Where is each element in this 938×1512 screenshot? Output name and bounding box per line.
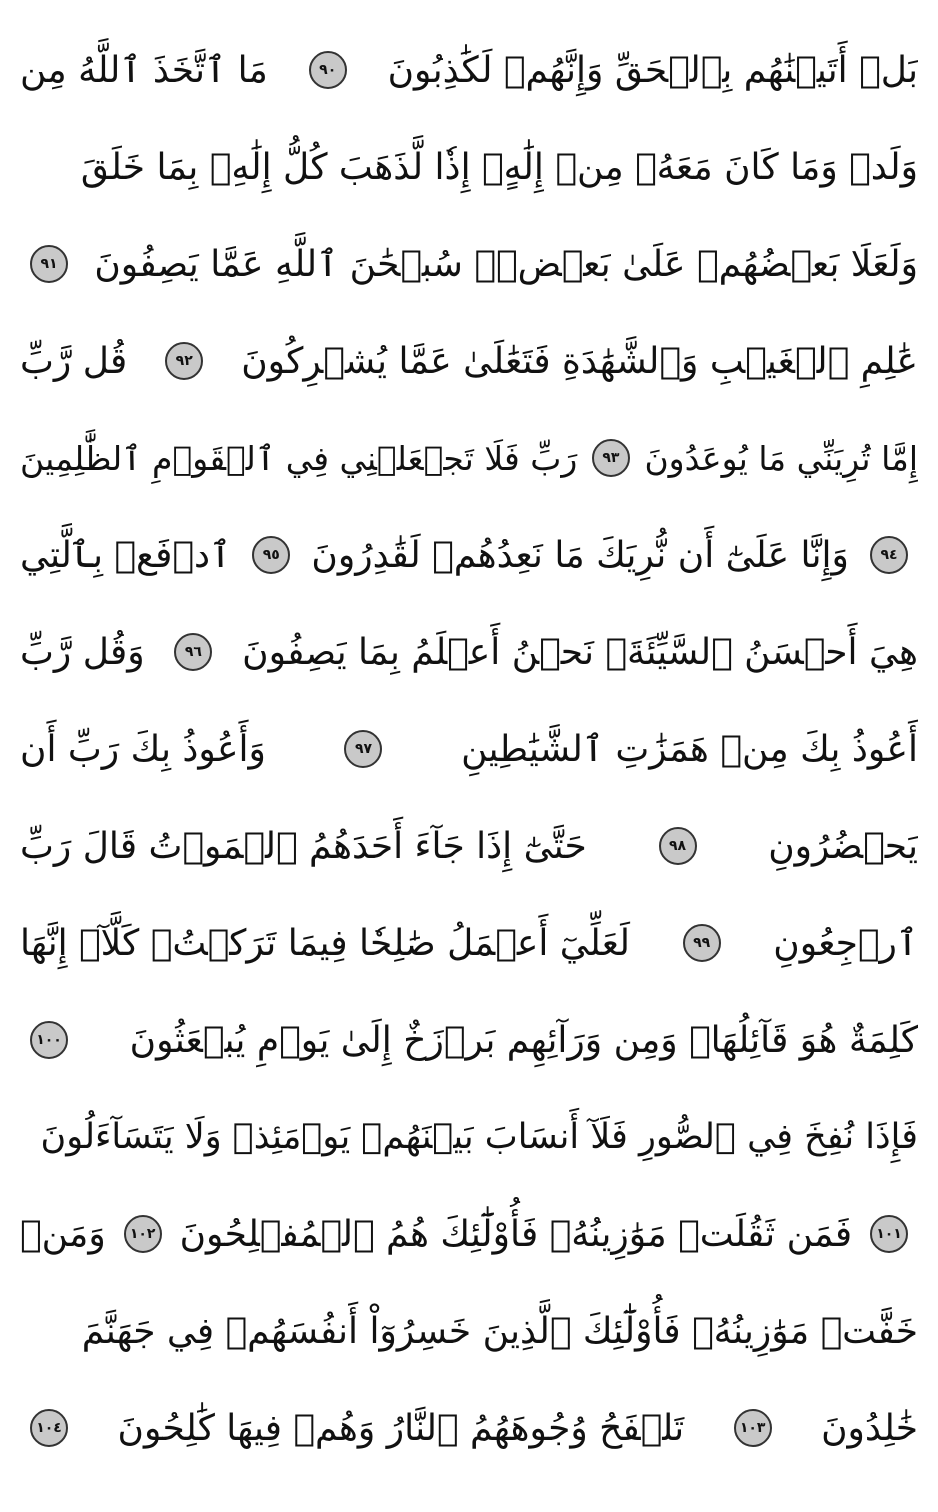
verse-number-marker: ٩٩ [683, 924, 721, 962]
verse-line-8 [20, 709, 918, 789]
verse-line-6 [20, 515, 918, 595]
verse-text: إِمَّا تُرِيَنِّي مَا يُوعَدُونَ [644, 438, 918, 478]
verse-line-12 [20, 1097, 918, 1177]
verse-number-marker: ١٠٠ [30, 1021, 68, 1059]
verse-line-10 [20, 903, 918, 983]
verse-number-marker: ٩٤ [870, 536, 908, 574]
verse-number-marker: ٩٢ [165, 342, 203, 380]
verse-text: ٱرۡجِعُونِ [773, 922, 918, 964]
verse-line-3 [20, 224, 918, 304]
verse-text: أَعُوذُ بِكَ مِنۡ هَمَزَٰتِ ٱلشَّيَٰطِينِ [461, 728, 918, 770]
verse-text: ٱدۡفَعۡ بِٱلَّتِي [20, 534, 232, 576]
verse-text: وَأَعُوذُ بِكَ رَبِّ أَن [20, 728, 266, 770]
verse-line-2 [20, 127, 918, 207]
verse-line-4 [20, 321, 918, 401]
verse-text: خَٰلِدُونَ [821, 1407, 918, 1449]
verse-number-marker: ١٠١ [870, 1215, 908, 1253]
verse-number-marker: ١٠٤ [30, 1409, 68, 1447]
verse-line-7 [20, 612, 918, 692]
verse-text: وَمَنۡ [20, 1213, 106, 1255]
verse-line-1 [20, 30, 918, 110]
verse-number-marker: ١٠٣ [734, 1409, 772, 1447]
verse-text: وَلَعَلَا بَعۡضُهُمۡ عَلَىٰ بَعۡضٖۚ سُبۡحَٰنَ ٱللَّهِ عَمَّا يَصِفُونَ [94, 243, 918, 285]
verse-text: فَإِذَا نُفِخَ فِي ٱلصُّورِ فَلَآ أَنسَابَ بَيۡنَهُمۡ يَوۡمَئِذٖ وَلَا يَتَسَآءَلُونَ [40, 1117, 918, 1157]
verse-line-14 [20, 1291, 918, 1371]
verse-text: تَلۡفَحُ وُجُوهَهُمُ ٱلنَّارُ وَهُمۡ فِيهَا كَٰلِحُونَ [117, 1407, 685, 1449]
verse-text: قُل رَّبِّ [20, 340, 128, 382]
verse-text: كَلِمَةٌ هُوَ قَآئِلُهَاۖ وَمِن وَرَآئِهِم بَرۡزَخٌ إِلَىٰ يَوۡمِ يُبۡعَثُونَ [129, 1019, 918, 1061]
verse-text: عَٰلِمِ ٱلۡغَيۡبِ وَٱلشَّهَٰدَةِ فَتَعَٰلَىٰ عَمَّا يُشۡرِكُونَ [241, 340, 918, 382]
verse-text: خَفَّتۡ مَوَٰزِينُهُۥ فَأُوْلَٰٓئِكَ ٱلَّذِينَ خَسِرُوٓاْ أَنفُسَهُمۡ فِي جَهَنَّمَ [81, 1310, 918, 1352]
verse-number-marker: ٩٨ [659, 827, 697, 865]
verse-line-9 [20, 806, 918, 886]
verse-text: وَإِنَّا عَلَىٰٓ أَن نُّرِيَكَ مَا نَعِدُهُمۡ لَقَٰدِرُونَ [311, 534, 849, 576]
verse-text: وَقُل رَّبِّ [20, 631, 145, 673]
verse-text: حَتَّىٰٓ إِذَا جَآءَ أَحَدَهُمُ ٱلۡمَوۡتُ قَالَ رَبِّ [20, 825, 587, 867]
verse-text: هِيَ أَحۡسَنُ ٱلسَّيِّئَةَۚ نَحۡنُ أَعۡلَمُ بِمَا يَصِفُونَ [242, 631, 918, 673]
verse-line-11 [20, 1000, 918, 1080]
verse-number-marker: ٩٠ [309, 51, 347, 89]
verse-text: رَبِّ فَلَا تَجۡعَلۡنِي فِي ٱلۡقَوۡمِ ٱلظَّٰلِمِينَ [20, 438, 578, 478]
verse-number-marker: ٩٣ [592, 439, 630, 477]
verse-number-marker: ٩٥ [252, 536, 290, 574]
verse-line-13 [20, 1194, 918, 1274]
verse-line-5 [20, 418, 918, 498]
verse-text: وَلَدٖ وَمَا كَانَ مَعَهُۥ مِنۡ إِلَٰهٍۚ إِذٗا لَّذَهَبَ كُلُّ إِلَٰهِۭ بِمَا خَلَقَ [80, 146, 918, 188]
verse-text: بَلۡ أَتَيۡنَٰهُم بِٱلۡحَقِّ وَإِنَّهُمۡ لَكَٰذِبُونَ [387, 49, 918, 91]
verse-number-marker: ٩٦ [174, 633, 212, 671]
verse-text: فَمَن ثَقُلَتۡ مَوَٰزِينُهُۥ فَأُوْلَٰٓئِكَ هُمُ ٱلۡمُفۡلِحُونَ [179, 1213, 853, 1255]
verse-number-marker: ٩٧ [344, 730, 382, 768]
verse-text: مَا ٱتَّخَذَ ٱللَّهُ مِن [20, 49, 268, 91]
verse-number-marker: ٩١ [30, 245, 68, 283]
verse-text: لَعَلِّيٓ أَعۡمَلُ صَٰلِحٗا فِيمَا تَرَكۡتُۚ كَلَّآۚ إِنَّهَا [20, 922, 631, 964]
verse-text: يَحۡضُرُونِ [768, 825, 918, 867]
verse-number-marker: ١٠٢ [124, 1215, 162, 1253]
verse-line-15 [20, 1388, 918, 1468]
